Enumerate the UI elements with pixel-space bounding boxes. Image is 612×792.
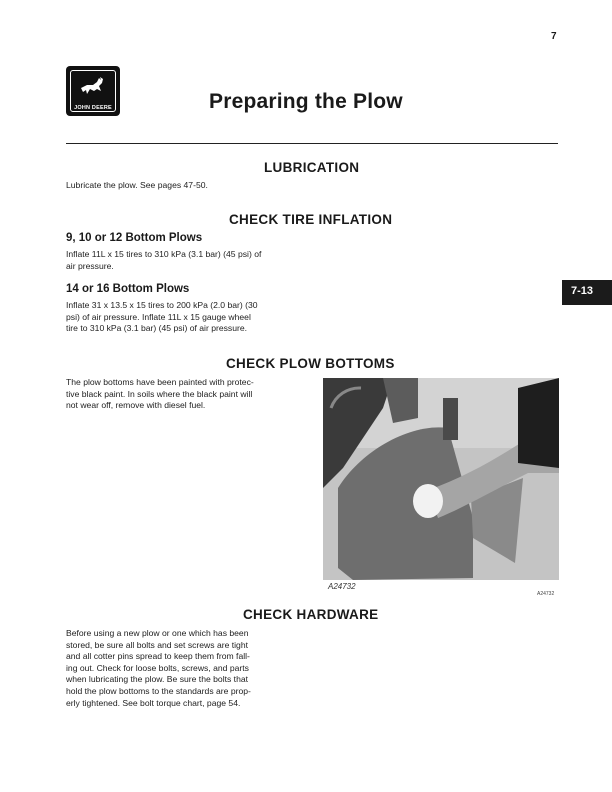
text-line: Inflate 11L x 15 tires to 310 kPa (3.1 bar) (45 psi) of (66, 249, 262, 259)
photo-caption: A24732 (328, 582, 356, 591)
text-line: tive black paint. In soils where the black paint will (66, 388, 253, 399)
section-tab: 7-13 (562, 280, 612, 305)
tire-text-1 (66, 249, 261, 272)
text-line: Before using a new plow or one which has been (66, 628, 249, 638)
text-line: and all cotter pins spread to keep them from fall- (66, 651, 250, 662)
tire-text-2 (66, 300, 258, 335)
page-number: 7 (551, 31, 557, 42)
text-line: stored, be sure all bolts and set screws are tight (66, 639, 248, 650)
title-rule (66, 143, 558, 144)
text-line: when lubricating the plow. Be sure the bolts that (66, 674, 249, 685)
lubrication-text: Lubricate the plow. See pages 47-50. (66, 180, 208, 190)
text-line: air pressure. (66, 260, 114, 271)
text-line: erly tightened. See bolt torque chart, page 54. (66, 697, 241, 708)
text-line: hold the plow bottoms to the standards are prop- (66, 685, 251, 696)
bottoms-heading: CHECK PLOW BOTTOMS (226, 356, 395, 371)
photo-code: A24732 (537, 591, 555, 597)
page-title: Preparing the Plow (209, 90, 403, 113)
plow-bottom-photo (323, 378, 559, 580)
tire-heading: CHECK TIRE INFLATION (229, 212, 393, 227)
text-line: Inflate 31 x 13.5 x 15 tires to 200 kPa (2.0 bar) (30 (66, 300, 258, 310)
text-line: tire to 310 kPa (3.1 bar) (45 psi) of air pressure. (66, 323, 248, 334)
hardware-text (66, 628, 251, 709)
text-line: psi) of air pressure. Inflate 11L x 15 gauge wheel (66, 311, 251, 322)
tire-sub-heading-1: 9, 10 or 12 Bottom Plows (66, 232, 203, 244)
text-line: not wear off, remove with diesel fuel. (66, 400, 206, 411)
deer-icon (79, 74, 107, 100)
lubrication-heading: LUBRICATION (264, 160, 360, 175)
john-deere-logo (66, 66, 120, 116)
logo-text: JOHN DEERE (74, 105, 112, 111)
bottoms-text (66, 377, 254, 412)
tire-sub-heading-2: 14 or 16 Bottom Plows (66, 283, 190, 295)
text-line: The plow bottoms have been painted with protec- (66, 377, 254, 387)
hardware-heading: CHECK HARDWARE (243, 607, 379, 622)
text-line: ing out. Check for loose bolts, screws, and parts (66, 662, 249, 673)
